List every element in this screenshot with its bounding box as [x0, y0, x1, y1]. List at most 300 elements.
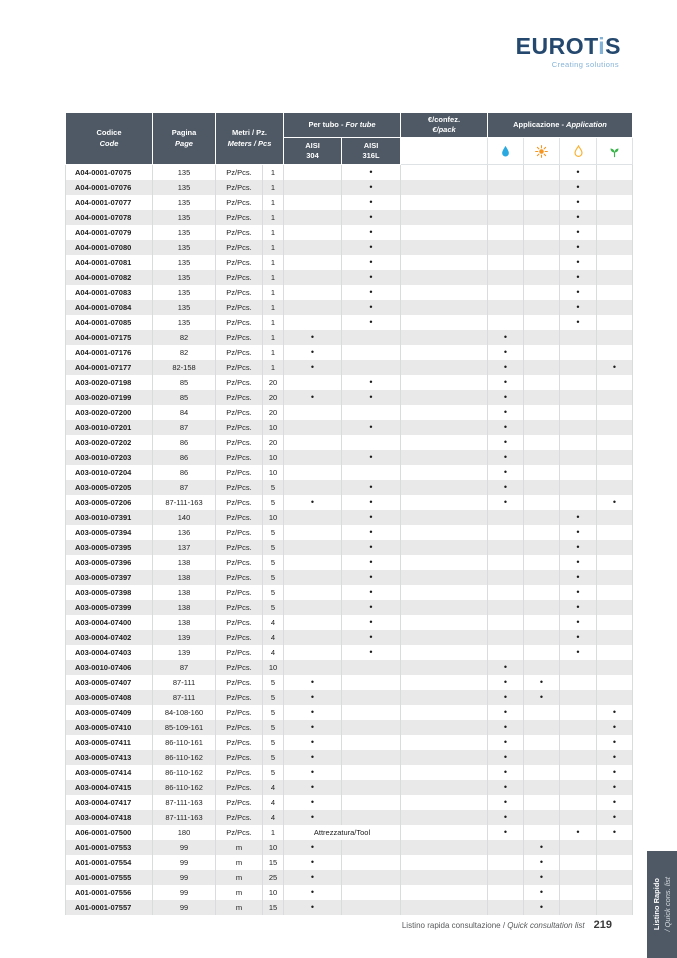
- brand-tagline: Creating solutions: [551, 60, 619, 69]
- cell-qty: 1: [263, 240, 284, 255]
- cell-code: A04-0001-07177: [66, 360, 153, 375]
- sun-icon: [535, 145, 548, 158]
- table-row: [66, 885, 633, 900]
- cell-aisi304: •: [284, 810, 342, 825]
- cell-unit: Pz/Pcs.: [216, 795, 263, 810]
- cell-app-water: •: [488, 465, 524, 480]
- cell-code: A03-0010-07203: [66, 450, 153, 465]
- cell-code: A03-0005-07410: [66, 720, 153, 735]
- cell-aisi304: [284, 225, 342, 240]
- cell-pack-price: [401, 405, 488, 420]
- cell-pack-price: [401, 705, 488, 720]
- cell-app-flame: [560, 420, 597, 435]
- cell-aisi316: •: [342, 285, 401, 300]
- cell-pack-price: [401, 270, 488, 285]
- cell-app-plant: [597, 315, 633, 330]
- cell-aisi304: •: [284, 345, 342, 360]
- cell-app-flame: •: [560, 180, 597, 195]
- cell-qty: 1: [263, 315, 284, 330]
- cell-aisi304: [284, 615, 342, 630]
- cell-app-water: •: [488, 780, 524, 795]
- cell-app-sun: [524, 540, 560, 555]
- cell-code: A04-0001-07078: [66, 210, 153, 225]
- cell-pack-price: [401, 165, 488, 181]
- cell-code: A03-0005-07396: [66, 555, 153, 570]
- cell-app-water: •: [488, 690, 524, 705]
- cell-app-flame: [560, 435, 597, 450]
- cell-aisi316: •: [342, 240, 401, 255]
- cell-app-sun: [524, 510, 560, 525]
- cell-pack-price: [401, 285, 488, 300]
- cell-code: A04-0001-07082: [66, 270, 153, 285]
- cell-aisi316: •: [342, 270, 401, 285]
- cell-page: 86: [153, 435, 216, 450]
- cell-qty: 5: [263, 495, 284, 510]
- logo-text-suffix: S: [605, 33, 621, 59]
- cell-app-flame: [560, 750, 597, 765]
- col-header-application-en: Application: [566, 119, 607, 129]
- cell-pack-price: [401, 885, 488, 900]
- col-header-code: [66, 113, 153, 165]
- cell-unit: Pz/Pcs.: [216, 660, 263, 675]
- cell-aisi316: •: [342, 495, 401, 510]
- cell-app-sun: [524, 180, 560, 195]
- cell-aisi316: [342, 765, 401, 780]
- cell-app-sun: [524, 615, 560, 630]
- cell-pack-price: [401, 870, 488, 885]
- cell-app-sun: [524, 720, 560, 735]
- cell-aisi304: [284, 435, 342, 450]
- cell-app-water: [488, 885, 524, 900]
- cell-page: 85: [153, 375, 216, 390]
- cell-aisi304: •: [284, 840, 342, 855]
- cell-app-sun: [524, 375, 560, 390]
- cell-aisi316: •: [342, 300, 401, 315]
- cell-page: 140: [153, 510, 216, 525]
- side-tab-quick-list: [647, 851, 677, 958]
- cell-aisi304: •: [284, 870, 342, 885]
- cell-app-sun: [524, 630, 560, 645]
- aisi304-line2: 304: [306, 151, 319, 160]
- col-header-code-en: Code: [99, 138, 119, 148]
- cell-app-flame: [560, 690, 597, 705]
- cell-qty: 1: [263, 330, 284, 345]
- cell-qty: 5: [263, 735, 284, 750]
- application-column-sun: [524, 138, 560, 165]
- cell-qty: 4: [263, 630, 284, 645]
- cell-app-sun: [524, 390, 560, 405]
- cell-page: 85: [153, 390, 216, 405]
- cell-app-plant: [597, 255, 633, 270]
- cell-code: A03-0004-07415: [66, 780, 153, 795]
- cell-aisi316: •: [342, 600, 401, 615]
- cell-app-water: •: [488, 735, 524, 750]
- cell-app-plant: [597, 900, 633, 915]
- cell-unit: Pz/Pcs.: [216, 330, 263, 345]
- cell-page: 82: [153, 330, 216, 345]
- cell-app-water: •: [488, 330, 524, 345]
- cell-app-water: •: [488, 720, 524, 735]
- cell-aisi304: •: [284, 885, 342, 900]
- cell-code: A03-0004-07418: [66, 810, 153, 825]
- cell-unit: Pz/Pcs.: [216, 510, 263, 525]
- cell-pack-price: [401, 540, 488, 555]
- cell-page: 138: [153, 615, 216, 630]
- cell-qty: 20: [263, 390, 284, 405]
- cell-aisi304: •: [284, 390, 342, 405]
- cell-app-flame: •: [560, 645, 597, 660]
- cell-app-sun: [524, 195, 560, 210]
- cell-code: A01-0001-07557: [66, 900, 153, 915]
- cell-pack-price: [401, 555, 488, 570]
- table-row: [66, 900, 633, 915]
- cell-aisi316: [342, 750, 401, 765]
- table-row: [66, 315, 633, 330]
- col-header-code-it: Codice: [96, 128, 122, 138]
- cell-code: A03-0005-07395: [66, 540, 153, 555]
- cell-page: 86-110-161: [153, 735, 216, 750]
- cell-app-water: •: [488, 480, 524, 495]
- cell-aisi316: •: [342, 615, 401, 630]
- cell-app-water: [488, 840, 524, 855]
- water-drop-icon: [499, 145, 512, 158]
- price-list-table: [65, 112, 633, 915]
- cell-pack-price: [401, 315, 488, 330]
- table-row: [66, 525, 633, 540]
- cell-app-water: •: [488, 450, 524, 465]
- cell-pack-price: [401, 585, 488, 600]
- cell-app-plant: [597, 510, 633, 525]
- cell-page: 139: [153, 645, 216, 660]
- cell-page: 84-108-160: [153, 705, 216, 720]
- cell-unit: Pz/Pcs.: [216, 720, 263, 735]
- cell-app-sun: [524, 465, 560, 480]
- table-row: [66, 390, 633, 405]
- cell-app-sun: •: [524, 840, 560, 855]
- table-row: [66, 585, 633, 600]
- cell-unit: Pz/Pcs.: [216, 315, 263, 330]
- cell-app-water: •: [488, 375, 524, 390]
- cell-app-flame: •: [560, 570, 597, 585]
- cell-app-flame: [560, 360, 597, 375]
- cell-app-flame: [560, 465, 597, 480]
- table-row: [66, 495, 633, 510]
- cell-unit: Pz/Pcs.: [216, 345, 263, 360]
- cell-app-water: [488, 225, 524, 240]
- cell-qty: 4: [263, 615, 284, 630]
- table-row: [66, 225, 633, 240]
- cell-app-flame: [560, 720, 597, 735]
- table-row: [66, 810, 633, 825]
- cell-aisi316: •: [342, 480, 401, 495]
- cell-pack-price: [401, 900, 488, 915]
- cell-app-plant: [597, 615, 633, 630]
- cell-unit: Pz/Pcs.: [216, 360, 263, 375]
- cell-page: 135: [153, 285, 216, 300]
- cell-app-plant: [597, 345, 633, 360]
- cell-pack-price: [401, 810, 488, 825]
- cell-aisi316: •: [342, 570, 401, 585]
- cell-pack-price: [401, 240, 488, 255]
- cell-page: 135: [153, 225, 216, 240]
- table-row: [66, 765, 633, 780]
- cell-aisi316: •: [342, 450, 401, 465]
- table-row: [66, 165, 633, 181]
- cell-app-plant: •: [597, 765, 633, 780]
- table-row: [66, 720, 633, 735]
- cell-app-plant: [597, 570, 633, 585]
- cell-app-flame: [560, 480, 597, 495]
- cell-app-water: •: [488, 795, 524, 810]
- cell-page: 86: [153, 450, 216, 465]
- table-row: [66, 300, 633, 315]
- cell-code: A03-0005-07411: [66, 735, 153, 750]
- cell-aisi304: [284, 270, 342, 285]
- cell-aisi304: •: [284, 855, 342, 870]
- col-header-per-tube: [284, 113, 401, 138]
- cell-qty: 1: [263, 180, 284, 195]
- cell-unit: m: [216, 900, 263, 915]
- cell-code: A01-0001-07555: [66, 870, 153, 885]
- cell-code: A01-0001-07554: [66, 855, 153, 870]
- cell-code: A03-0010-07204: [66, 465, 153, 480]
- cell-app-plant: [597, 870, 633, 885]
- cell-app-plant: [597, 375, 633, 390]
- cell-app-flame: •: [560, 630, 597, 645]
- cell-code: A03-0005-07394: [66, 525, 153, 540]
- cell-aisi316: •: [342, 645, 401, 660]
- cell-page: 136: [153, 525, 216, 540]
- cell-unit: Pz/Pcs.: [216, 630, 263, 645]
- cell-app-water: [488, 180, 524, 195]
- cell-app-water: [488, 630, 524, 645]
- cell-aisi316: •: [342, 390, 401, 405]
- cell-app-plant: •: [597, 750, 633, 765]
- cell-aisi316: [342, 855, 401, 870]
- cell-qty: 20: [263, 405, 284, 420]
- cell-qty: 1: [263, 300, 284, 315]
- table-row: [66, 480, 633, 495]
- cell-aisi316: •: [342, 525, 401, 540]
- cell-aisi304: •: [284, 735, 342, 750]
- cell-unit: Pz/Pcs.: [216, 765, 263, 780]
- cell-app-water: [488, 285, 524, 300]
- table-row: [66, 870, 633, 885]
- cell-code: A03-0005-07206: [66, 495, 153, 510]
- cell-app-water: [488, 855, 524, 870]
- cell-app-water: •: [488, 705, 524, 720]
- cell-app-plant: [597, 180, 633, 195]
- cell-app-plant: •: [597, 735, 633, 750]
- table-row: [66, 675, 633, 690]
- cell-unit: Pz/Pcs.: [216, 735, 263, 750]
- cell-aisi316: [342, 780, 401, 795]
- cell-app-sun: [524, 795, 560, 810]
- cell-pack-price: [401, 360, 488, 375]
- cell-app-plant: •: [597, 705, 633, 720]
- cell-unit: Pz/Pcs.: [216, 375, 263, 390]
- cell-app-sun: •: [524, 855, 560, 870]
- cell-qty: 1: [263, 285, 284, 300]
- cell-qty: 1: [263, 345, 284, 360]
- cell-page: 135: [153, 240, 216, 255]
- cell-app-water: •: [488, 825, 524, 840]
- cell-qty: 5: [263, 570, 284, 585]
- cell-unit: Pz/Pcs.: [216, 825, 263, 840]
- cell-aisi316: [342, 330, 401, 345]
- cell-page: 87: [153, 480, 216, 495]
- cell-pack-price: [401, 420, 488, 435]
- cell-qty: 1: [263, 825, 284, 840]
- cell-pack-price: [401, 495, 488, 510]
- cell-aisi316: [342, 690, 401, 705]
- cell-app-plant: •: [597, 825, 633, 840]
- flame-icon: [572, 145, 585, 158]
- cell-app-sun: [524, 360, 560, 375]
- cell-app-water: [488, 555, 524, 570]
- cell-aisi316: •: [342, 420, 401, 435]
- cell-aisi316: •: [342, 375, 401, 390]
- cell-app-sun: [524, 450, 560, 465]
- cell-app-plant: •: [597, 360, 633, 375]
- cell-code: A01-0001-07556: [66, 885, 153, 900]
- cell-app-plant: [597, 330, 633, 345]
- cell-app-sun: [524, 225, 560, 240]
- cell-pack-price: [401, 255, 488, 270]
- cell-aisi316: [342, 720, 401, 735]
- cell-aisi304: [284, 555, 342, 570]
- cell-app-flame: •: [560, 300, 597, 315]
- cell-app-flame: •: [560, 240, 597, 255]
- cell-app-flame: [560, 345, 597, 360]
- cell-app-flame: [560, 375, 597, 390]
- table-row: [66, 735, 633, 750]
- cell-app-sun: •: [524, 675, 560, 690]
- cell-app-flame: •: [560, 525, 597, 540]
- footer-caption: [402, 921, 585, 930]
- cell-app-water: [488, 210, 524, 225]
- cell-aisi304: [284, 300, 342, 315]
- cell-app-flame: •: [560, 600, 597, 615]
- cell-pack-price: [401, 330, 488, 345]
- cell-unit: Pz/Pcs.: [216, 165, 263, 181]
- cell-app-flame: [560, 885, 597, 900]
- cell-app-flame: •: [560, 225, 597, 240]
- cell-aisi316: [342, 870, 401, 885]
- cell-qty: 15: [263, 855, 284, 870]
- cell-app-flame: [560, 675, 597, 690]
- cell-app-sun: [524, 315, 560, 330]
- cell-app-water: [488, 570, 524, 585]
- cell-app-sun: [524, 555, 560, 570]
- cell-app-flame: •: [560, 585, 597, 600]
- cell-app-sun: [524, 330, 560, 345]
- cell-aisi316: [342, 840, 401, 855]
- cell-app-sun: [524, 345, 560, 360]
- cell-app-flame: •: [560, 315, 597, 330]
- cell-page: 87-111: [153, 690, 216, 705]
- cell-code: A03-0010-07391: [66, 510, 153, 525]
- cell-qty: 10: [263, 465, 284, 480]
- cell-qty: 5: [263, 600, 284, 615]
- cell-page: 87-111-163: [153, 810, 216, 825]
- cell-aisi304: [284, 405, 342, 420]
- cell-app-flame: [560, 450, 597, 465]
- cell-pack-price: [401, 780, 488, 795]
- table-row: [66, 195, 633, 210]
- cell-app-plant: [597, 585, 633, 600]
- cell-app-plant: [597, 270, 633, 285]
- cell-aisi304: •: [284, 360, 342, 375]
- cell-aisi304: •: [284, 705, 342, 720]
- cell-app-plant: [597, 690, 633, 705]
- cell-unit: Pz/Pcs.: [216, 705, 263, 720]
- cell-code: A03-0004-07403: [66, 645, 153, 660]
- cell-aisi304: •: [284, 495, 342, 510]
- cell-page: 99: [153, 855, 216, 870]
- cell-aisi316: •: [342, 165, 401, 181]
- col-header-page-it: Pagina: [171, 128, 197, 138]
- col-header-pack-it: €/confez.: [427, 114, 461, 124]
- cell-page: 138: [153, 585, 216, 600]
- cell-aisi316: [342, 660, 401, 675]
- cell-app-flame: •: [560, 270, 597, 285]
- cell-code: A03-0004-07400: [66, 615, 153, 630]
- cell-qty: 1: [263, 210, 284, 225]
- cell-pack-price: [401, 600, 488, 615]
- page-number: 219: [593, 919, 612, 931]
- cell-app-sun: [524, 810, 560, 825]
- cell-app-flame: [560, 495, 597, 510]
- cell-pack-price: [401, 450, 488, 465]
- cell-app-flame: •: [560, 555, 597, 570]
- cell-unit: Pz/Pcs.: [216, 495, 263, 510]
- cell-app-sun: [524, 525, 560, 540]
- cell-aisi316: •: [342, 630, 401, 645]
- cell-page: 138: [153, 555, 216, 570]
- cell-aisi316: •: [342, 315, 401, 330]
- cell-unit: Pz/Pcs.: [216, 240, 263, 255]
- cell-app-water: •: [488, 660, 524, 675]
- col-header-per-tube-it: Per tubo -: [308, 119, 346, 129]
- cell-app-water: [488, 600, 524, 615]
- cell-app-sun: •: [524, 690, 560, 705]
- cell-code: A03-0010-07406: [66, 660, 153, 675]
- side-tab-title: Listino Rapido: [651, 878, 661, 931]
- table-row: [66, 630, 633, 645]
- logo-text-prefix: EUROT: [515, 33, 599, 59]
- cell-aisi316: [342, 465, 401, 480]
- table-row: [66, 705, 633, 720]
- cell-app-plant: •: [597, 810, 633, 825]
- cell-page: 86-110-162: [153, 780, 216, 795]
- cell-page: 135: [153, 195, 216, 210]
- cell-unit: m: [216, 885, 263, 900]
- cell-qty: 20: [263, 375, 284, 390]
- cell-pack-price: [401, 345, 488, 360]
- cell-app-plant: [597, 435, 633, 450]
- cell-page: 138: [153, 600, 216, 615]
- cell-app-water: •: [488, 405, 524, 420]
- cell-app-plant: [597, 675, 633, 690]
- cell-unit: Pz/Pcs.: [216, 600, 263, 615]
- table-row: [66, 285, 633, 300]
- col-header-pack-price: [401, 113, 488, 138]
- col-header-page: [153, 113, 216, 165]
- cell-aisi304: [284, 165, 342, 181]
- table-row: [66, 240, 633, 255]
- cell-app-water: [488, 270, 524, 285]
